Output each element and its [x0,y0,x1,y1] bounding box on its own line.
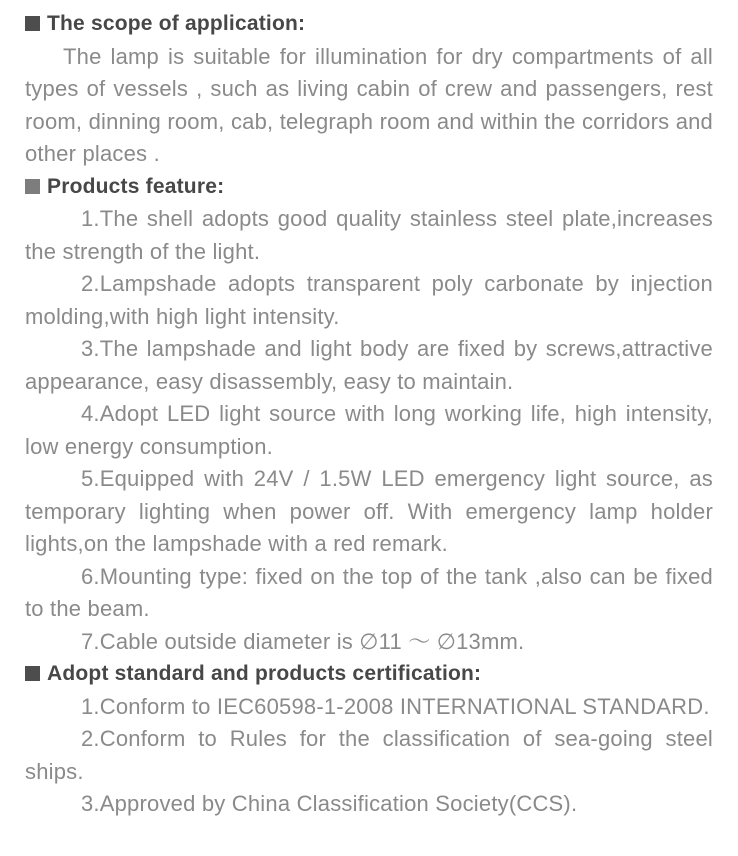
document-page [25,8,713,821]
section-standards-certification [25,658,713,821]
square-bullet-icon [25,16,40,31]
section-heading [25,658,713,691]
list-item-standard-1: 1.Conform to IEC60598-1-2008 INTERNATIONAL STANDARD. [81,693,710,719]
list-item-feature-5: 5.Equipped with 24V / 1.5W LED emergency light source, as temporary lighting when power off. With emergency lamp holder lights,on the lampshade with a red remark. [25,466,713,556]
section-heading-label: The scope of application: [47,12,306,35]
list-item-standard-2: 2.Conform to Rules for the classification of sea-going steel ships. [25,726,713,784]
list-item-feature-2: 2.Lampshade adopts transparent poly carbonate by injection molding,with high light intensity. [25,271,713,329]
section-heading-label: Adopt standard and products certification: [47,662,482,685]
list-item-feature-6: 6.Mounting type: fixed on the top of the tank ,also can be fixed to the beam. [25,563,713,621]
list-item-feature-1: 1.The shell adopts good quality stainless steel plate,increases the strength of the light. [25,206,713,264]
section-heading-label: Products feature: [47,174,225,198]
list-item-feature-3: 3.The lampshade and light body are fixed by screws,attractive appearance, easy disassembly, easy to maintain. [25,336,713,394]
section-products-feature [25,171,713,659]
list-item-standard-3: 3.Approved by China Classification Society(CCS). [81,791,578,816]
square-bullet-icon [25,666,40,681]
section-heading [25,8,713,41]
square-bullet-icon [25,179,40,194]
list-item-feature-7: 7.Cable outside diameter is ∅11 ～ ∅13mm. [81,628,525,654]
paragraph-scope-body: The lamp is suitable for illumination for dry compartments of all types of vessels , such as living cabin of crew and passengers, rest room, dinning room, cab, telegraph room and within the corridors and other places . [25,43,713,166]
section-heading [25,171,713,204]
section-scope-of-application [25,8,713,171]
list-item-feature-4: 4.Adopt LED light source with long working life, high intensity, low energy consumption. [25,401,713,459]
